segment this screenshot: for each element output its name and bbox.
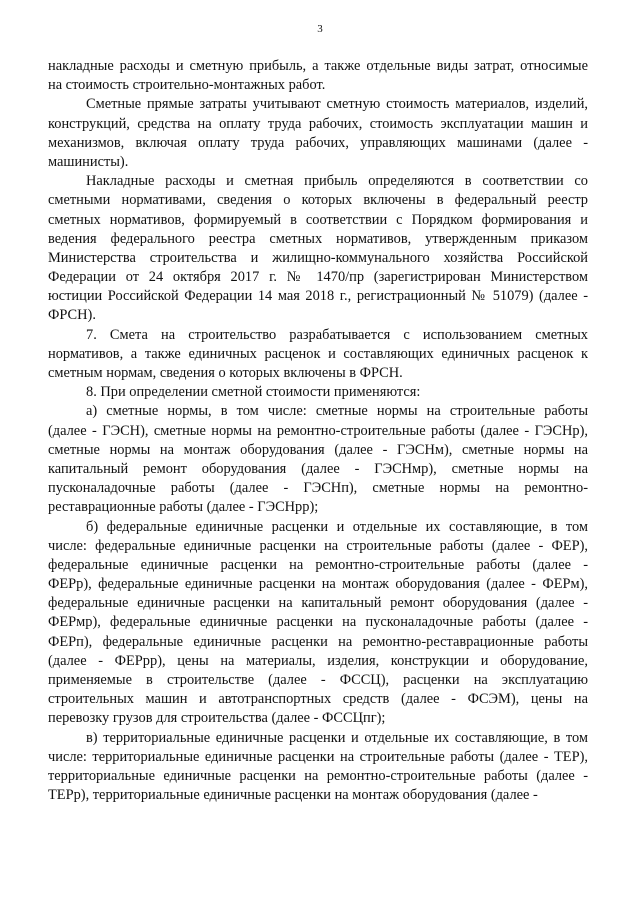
text-line: сметные нормы на монтаж оборудования (далее - ГЭСНм), сметные нормы на <box>48 441 588 458</box>
text-line: реставрационные работы (далее - ГЭСНрр); <box>48 499 319 516</box>
text-line: ФЕРр), федеральные единичные расценки на монтаж оборудования (далее - ФЕРм), <box>48 576 588 593</box>
text-line: в) территориальные единичные расценки и отдельные их составляющие, в том <box>86 729 588 746</box>
text-line: 7. Смета на строительство разрабатывается с использованием сметных <box>86 326 588 343</box>
text-line: нормативов, а также единичных расценок и составляющих единичных расценок к <box>48 345 588 362</box>
text-line: территориальные единичные расценки на ремонтно-строительные работы (далее - <box>48 767 588 784</box>
paragraph <box>48 172 588 326</box>
text-line: пусконаладочные работы (далее - ГЭСНп), сметные нормы на ремонтно- <box>48 480 588 497</box>
text-line: на стоимость строительно-монтажных работ. <box>48 77 326 94</box>
text-line: механизмов, включая оплату труда рабочих, управляющих машинами (далее - <box>48 134 588 151</box>
text-line: Накладные расходы и сметная прибыль определяются в соответствии со <box>86 173 588 190</box>
text-line: строительных машин и автотранспортных средств (далее - ФСЭМ), цены на <box>48 691 588 708</box>
text-line: Министерства строительства и жилищно-коммунального хозяйства Российской <box>48 249 588 266</box>
text-line: перевозку грузов для строительства (далее - ФССЦпг); <box>48 710 386 727</box>
text-line: конструкций, средства на оплату труда рабочих, стоимость эксплуатации машин и <box>48 115 588 132</box>
text-line: машинисты). <box>48 153 129 170</box>
paragraph <box>48 402 588 517</box>
text-line: Сметные прямые затраты учитывают сметную стоимость материалов, изделий, <box>86 96 588 113</box>
text-line: накладные расходы и сметную прибыль, а также отдельные виды затрат, относимые <box>48 58 588 74</box>
text-line: капитальный ремонт оборудования (далее - ГЭСНмр), сметные нормы на <box>48 460 588 477</box>
text-line: 8. При определении сметной стоимости применяются: <box>86 384 421 401</box>
text-line: а) сметные нормы, в том числе: сметные нормы на строительные работы <box>86 403 588 420</box>
paragraph <box>48 95 588 172</box>
text-line: ФЕРп), федеральные единичные расценки на ремонтно-реставрационные работы <box>48 633 588 650</box>
paragraph <box>48 326 588 384</box>
text-line: числе: территориальные единичные расценки на строительные работы (далее - ТЕР), <box>48 748 588 765</box>
page-number: 3 <box>317 23 323 35</box>
paragraph <box>48 57 588 95</box>
text-line: юстиции Российской Федерации 14 мая 2018 г., регистрационный № 51079) (далее - <box>48 288 588 305</box>
text-line: ФЕРмр), федеральные единичные расценки на пусконаладочные работы (далее - <box>48 614 588 631</box>
text-line: Федерации от 24 октября 2017 г. № 1470/пр (зарегистрирован Министерством <box>48 269 588 286</box>
text-line: (далее - ГЭСН), сметные нормы на ремонтно-строительные работы (далее - ГЭСНр), <box>48 422 588 439</box>
text-line: сметным нормам, сведения о которых включены в ФРСН. <box>48 365 403 381</box>
text-line: ФРСН). <box>48 307 96 324</box>
paragraph <box>48 383 588 402</box>
text-line: применяемые в строительстве (далее - ФССЦ), расценки на эксплуатацию <box>48 672 588 688</box>
paragraph <box>48 729 588 806</box>
document-body <box>48 57 588 805</box>
text-line: сметных нормативов, формируемый в соответствии с Порядком формирования и <box>48 211 588 228</box>
text-line: ведения федерального реестра сметных нормативов, утвержденным приказом <box>48 230 588 247</box>
text-line: сметными нормативами, сведения о которых включены в федеральный реестр <box>48 192 588 209</box>
text-line: числе: федеральные единичные расценки на строительные работы (далее - ФЕР), <box>48 537 588 554</box>
text-line: федеральные единичные расценки на капитальный ремонт оборудования (далее - <box>48 595 588 612</box>
paragraph <box>48 518 588 729</box>
text-line: б) федеральные единичные расценки и отдельные их составляющие, в том <box>86 518 588 535</box>
text-line: ТЕРр), территориальные единичные расценки на монтаж оборудования (далее - <box>48 787 538 804</box>
text-line: (далее - ФЕРрр), цены на материалы, изделия, конструкции и оборудование, <box>48 652 588 669</box>
text-line: федеральные единичные расценки на ремонтно-строительные работы (далее - <box>48 556 588 573</box>
